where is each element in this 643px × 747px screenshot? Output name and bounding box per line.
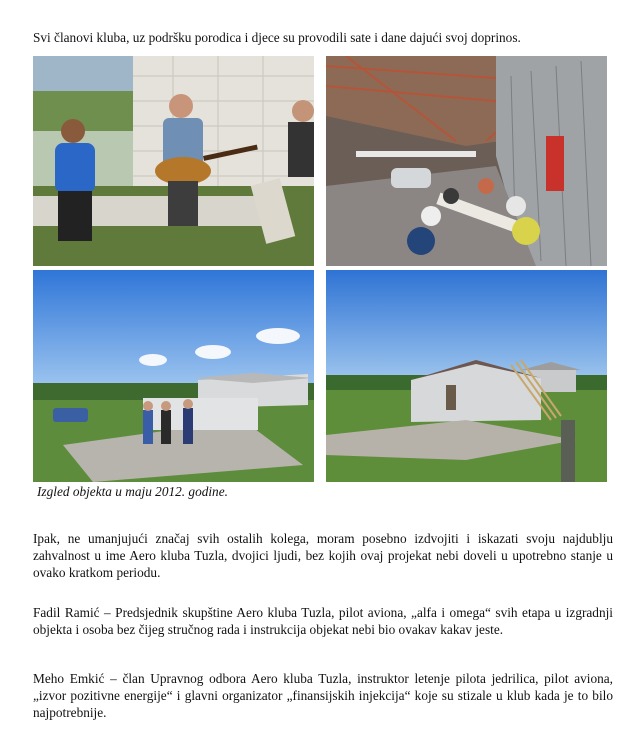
photo-caption: Izgled objekta u maju 2012. godine. (37, 484, 228, 499)
paragraph-meho-emkic: Meho Emkić – član Upravnog odbora Aero kluba Tuzla, instruktor letenje pilota jedrilica, pilot aviona, „izvor pozitivne energije“ i glavni organizator „finansijskih injekcija“ koje su stizale u klub kada je to bilo najpotrebnije. (33, 671, 613, 721)
paragraph-fadil-ramic: Fadil Ramić – Predsjednik skupštine Aero kluba Tuzla, pilot aviona, „alfa i omega“ svih etapa u izgradnji objekta i osoba bez čijeg stručnog rada i instrukcija objekat nebi bio ovakav kakav jeste. (33, 605, 613, 638)
photo-hangar-dinner (326, 56, 607, 266)
intro-text: Svi članovi kluba, uz podršku porodica i djece su provodili sate i dane dajući svoj doprinos. (33, 30, 521, 46)
photo-foundation-construction (33, 270, 314, 482)
photo-club-members-guitar (33, 56, 314, 266)
paragraph-acknowledgement: Ipak, ne umanjujući značaj svih ostalih kolega, moram posebno izdvojiti i iskazati svoju najdublju zahvalnost u ime Aero kluba Tuzla, dvojici ljudi, bez kojih ovaj projekat nebi doveli u upotrebno stanje u ovako kratkom periodu. (33, 531, 613, 581)
photo-hangar-exterior (326, 270, 607, 482)
